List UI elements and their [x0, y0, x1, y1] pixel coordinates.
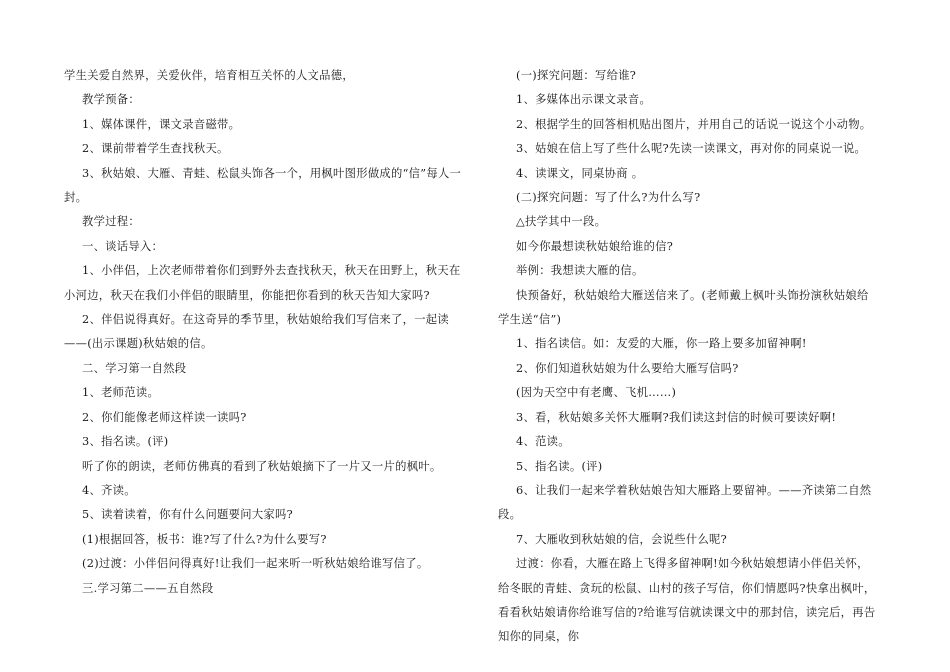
paragraph: 5、指名读。(评) — [516, 459, 603, 473]
paragraph: 4、齐读。 — [82, 483, 136, 497]
paragraph: (2)过渡：小伴侣问得真好!让我们一起来听一听秋姑娘给谁写信了。 — [82, 557, 429, 571]
right-column — [498, 64, 878, 650]
paragraph: 4、范读。 — [516, 435, 570, 449]
paragraph: 2、根据学生的回答相机贴出图片，并用自己的话说一说这个小动物。 — [516, 117, 872, 131]
paragraph: 过渡：你看，大雁在路上飞得多留神啊!如今秋姑娘想请小伴侣关怀，给冬眠的青蛙、贪玩的松鼠、山村的孩子写信，你们情愿吗?快拿出枫叶，看看秋姑娘请你给谁写信的?给谁写信就读课文中的那封信，读完后，再告知你的同桌，你 — [498, 557, 876, 644]
paragraph: 3、姑娘在信上写了些什么呢?先读一读课文，再对你的同桌说一说。 — [516, 142, 867, 156]
paragraph: 3、看，秋姑娘多关怀大雁啊?我们读这封信的时候可要读好啊! — [516, 410, 837, 424]
paragraph: 1、指名读信。如：友爱的大雁，你一路上要多加留神啊! — [516, 337, 807, 351]
paragraph: 举例：我想读大雁的信。 — [516, 264, 644, 278]
paragraph: 5、读着读着，你有什么问题要问大家吗? — [82, 508, 293, 522]
paragraph: 4、读课文，同桌协商 。 — [516, 166, 644, 180]
section-heading: 三.学习第二——五自然段 — [82, 581, 214, 595]
section-heading: 二、学习第一自然段 — [82, 361, 187, 375]
section-heading: (二)探究问题：写了什么?为什么写? — [516, 191, 701, 205]
paragraph: (因为天空中有老鹰、飞机……) — [516, 386, 677, 400]
paragraph: 3、秋姑娘、大雁、青蛙、松鼠头饰各一个，用枫叶图形做成的“信”每人一封。 — [64, 166, 462, 205]
paragraph: 2、伴侣说得真好。在这奇异的季节里，秋姑娘给我们写信来了，一起读——(出示课题)秋姑娘的信。 — [64, 313, 449, 351]
paragraph: 2、你们知道秋姑娘为什么要给大雁写信吗? — [516, 361, 739, 375]
paragraph: 2、课前带着学生查找秋天。 — [82, 142, 229, 156]
left-column — [64, 64, 462, 601]
paragraph: 1、多媒体出示课文录音。 — [516, 93, 652, 107]
section-heading: (一)探究问题：写给谁? — [516, 69, 637, 82]
section-heading: 一、谈话导入： — [82, 239, 164, 253]
paragraph: 快预备好，秋姑娘给大雁送信来了。(老师戴上枫叶头饰扮演秋姑娘给学生送“信”) — [498, 288, 869, 327]
paragraph: (1)根据回答，板书：谁?写了什么?为什么要写? — [82, 532, 327, 546]
paragraph: 7、大雁收到秋姑娘的信，会说些什么呢? — [516, 532, 727, 546]
paragraph: 听了你的朗读，老师仿佛真的看到了秋姑娘摘下了一片又一片的枫叶。 — [82, 459, 442, 473]
paragraph: 1、媒体课件，课文录音磁带。 — [82, 117, 241, 131]
paragraph: 6、让我们一起来学着秋姑娘告知大雁路上要留神。——齐读第二自然段。 — [498, 483, 872, 522]
paragraph: 1、小伴侣，上次老师带着你们到野外去查找秋天，秋天在田野上，秋天在小河边，秋天在我们小伴侣的眼睛里，你能把你看到的秋天告知大家吗? — [64, 264, 461, 302]
paragraph: 2、你们能像老师这样读一读吗? — [82, 410, 247, 424]
paragraph: 3、指名读。(评) — [82, 435, 169, 449]
paragraph: 学生关爱自然界，关爱伙伴，培育相互关怀的人文品德， — [64, 69, 354, 82]
paragraph: 教学预备： — [82, 93, 140, 107]
paragraph: 教学过程： — [82, 215, 140, 229]
paragraph: 1、老师范读。 — [82, 386, 160, 400]
paragraph: 如今你最想读秋姑娘给谁的信? — [516, 239, 674, 253]
paragraph: △扶学其中一段。 — [516, 215, 607, 229]
